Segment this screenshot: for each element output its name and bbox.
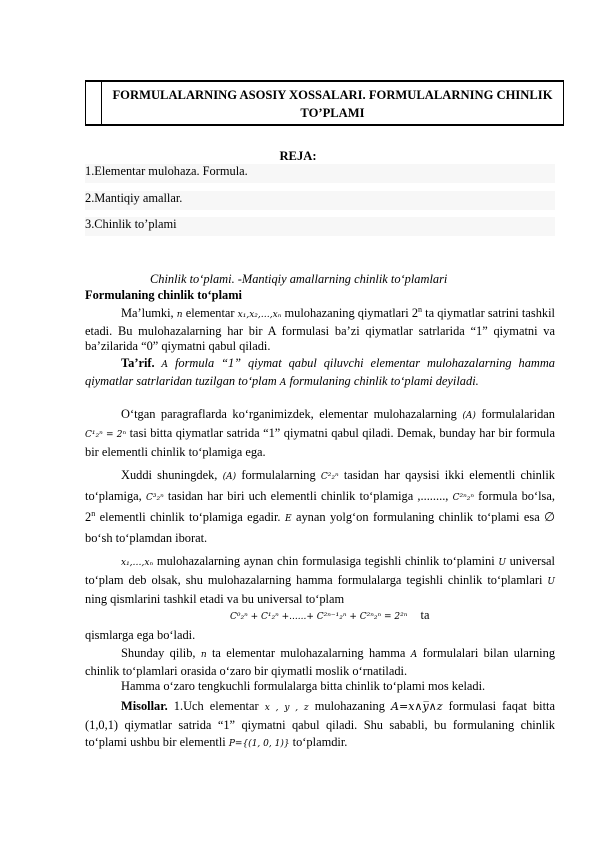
exponent: n <box>418 304 423 314</box>
page-title: FORMULALARNING ASOSIY XOSSALARI. FORMULALARNING CHINLIK TO’PLAMI <box>112 88 553 120</box>
math-A: A <box>279 377 287 388</box>
definition-label: Ta’rif. <box>121 356 155 370</box>
math-variables: x , y , z <box>264 703 309 713</box>
plan-item-2 <box>85 191 555 210</box>
plan-item-text: 3.Chinlik to’plami <box>85 217 177 231</box>
math-truth-set: P={(1, 0, 1)} <box>228 739 290 749</box>
math-A: A <box>410 650 418 660</box>
math-n: n <box>176 310 183 320</box>
exponent: n <box>91 508 96 518</box>
math-U: U <box>498 558 506 568</box>
text: O‘tgan paragraflarda ko‘rganimizdek, elementar mulohazalarning <box>121 407 457 421</box>
text: formula “1” qiymat qabul qiluvchi elementar mulohazalarning hamma qiymatlar satrlaridan tuzilgan to‘plam <box>85 356 555 388</box>
math-E: E <box>284 514 292 524</box>
text: tasi bitta qiymatlar satrida “1” qiymatni qabul qiladi. Demak, bunday har bir formula bir elementli chinlik to‘plamiga ega. <box>85 426 555 459</box>
text: Xuddi shuningdek, <box>121 468 218 482</box>
text: formulasi faqat bitta (1,0,1) qiymatlar satrida “1” qiymatni qabul qiladi. Shu sababli, bu formulaning chinlik to‘plami ushbu bir elementli <box>85 699 555 749</box>
math-combination-3: C³₂ⁿ <box>145 493 164 503</box>
section-title: Formulaning chinlik to‘plami <box>85 288 242 302</box>
sum-formula-line <box>230 608 429 626</box>
paragraph-subsets: qismlarga ega bo‘ladi. <box>85 628 196 642</box>
text: aynan yolg‘on formulaning chinlik to‘plami esa ∅ bo‘sh to‘plamdan iborat. <box>85 510 555 545</box>
title-box <box>85 80 564 126</box>
text: to‘plamdir. <box>292 735 348 749</box>
math-sum-formula: C⁰₂ⁿ + C¹₂ⁿ +......+ C²ⁿ⁻¹₂ⁿ + C²ⁿ₂ⁿ = 2²ⁿ <box>230 612 408 622</box>
math-combination: C¹₂ⁿ = 2ⁿ <box>85 430 127 440</box>
plan-item-text: 2.Mantiqiy amallar. <box>85 191 183 205</box>
text: formulalari bilan ularning chinlik to‘plamlari orasida o‘zaro bir qiymatli moslik o‘rnatiladi. <box>85 646 556 678</box>
math-variables: x₁,…,xₙ <box>121 558 154 568</box>
text: ning qismlarini tashkil etadi va bu universal to‘plam <box>85 592 345 606</box>
math-A-formulas: (A) <box>462 411 476 421</box>
text: formulalaridan <box>481 407 555 421</box>
text: tasidan har biri uch elementli chinlik to‘plamiga ,........, <box>167 489 449 503</box>
text: tasidan har qaysisi ikki elementli chinlik to‘plamiga, <box>85 468 555 503</box>
text: ta elementar mulohazalarning hamma <box>211 646 406 660</box>
example-label: Misollar. <box>121 699 168 713</box>
math-variables: x₁,x₂,…,xₙ <box>237 310 282 320</box>
plan-item-3 <box>85 217 555 236</box>
paragraph-universal-set <box>85 553 555 608</box>
math-A-formulas: (A) <box>222 472 237 482</box>
paragraph-multi-element <box>85 466 555 548</box>
text: formulaning chinlik to‘plami deyiladi. <box>289 373 479 388</box>
text: universal to‘plam deb olsak, shu mulohazalarning hamma formulalarga tegishli chinlik to‘plamlari <box>85 554 555 587</box>
text: elementar <box>185 306 235 320</box>
math-combination-2: C²₂ⁿ <box>320 472 339 482</box>
text: elementli chinlik to‘plamiga egadir. <box>99 510 281 524</box>
paragraph-intro <box>85 306 555 355</box>
text: ta qiymatlar satrini tashkil etadi. Bu mulohazalarning har bir A formulasi ba’zi qiymatlar satrlarida “1” qiymatni va ba’zilarida “0” qiymatni qabul qiladi. <box>85 306 555 354</box>
text: mulohazaning <box>314 699 385 713</box>
text: formulalarning <box>241 468 316 482</box>
text: Ma’lumki, <box>121 306 174 320</box>
plan-item-1 <box>85 164 555 183</box>
section-caption: Chinlik to‘plami. -Mantiqiy amallarning chinlik to‘plamlari <box>150 272 448 286</box>
math-U: U <box>547 577 555 587</box>
text: formula bo‘lsa, 2 <box>85 489 555 524</box>
math-A: A <box>161 360 169 370</box>
text: ta <box>420 608 430 622</box>
definition-paragraph <box>85 356 555 391</box>
text: 1.Uch elementar <box>173 699 259 713</box>
text: Shunday qilib, <box>121 646 196 660</box>
math-combination-n: C²ⁿ₂ⁿ <box>452 493 474 503</box>
plan-heading: REJA: <box>279 149 317 163</box>
paragraph-example <box>85 698 555 753</box>
paragraph-single-element <box>85 406 555 461</box>
math-example-formula: A=x∧y̅∧z <box>391 700 443 713</box>
paragraph-correspondence <box>85 646 555 679</box>
paragraph-equivalence: Hamma o‘zaro tengkuchli formulalarga bitta chinlik to‘plami mos keladi. <box>121 679 486 693</box>
text: mulohazalarning aynan chin formulasiga tegishli chinlik to‘plamini <box>156 554 495 568</box>
plan-item-text: 1.Elementar mulohaza. Formula. <box>85 164 248 178</box>
math-n: n <box>200 650 207 660</box>
text: mulohazaning qiymatlari 2 <box>284 306 419 320</box>
